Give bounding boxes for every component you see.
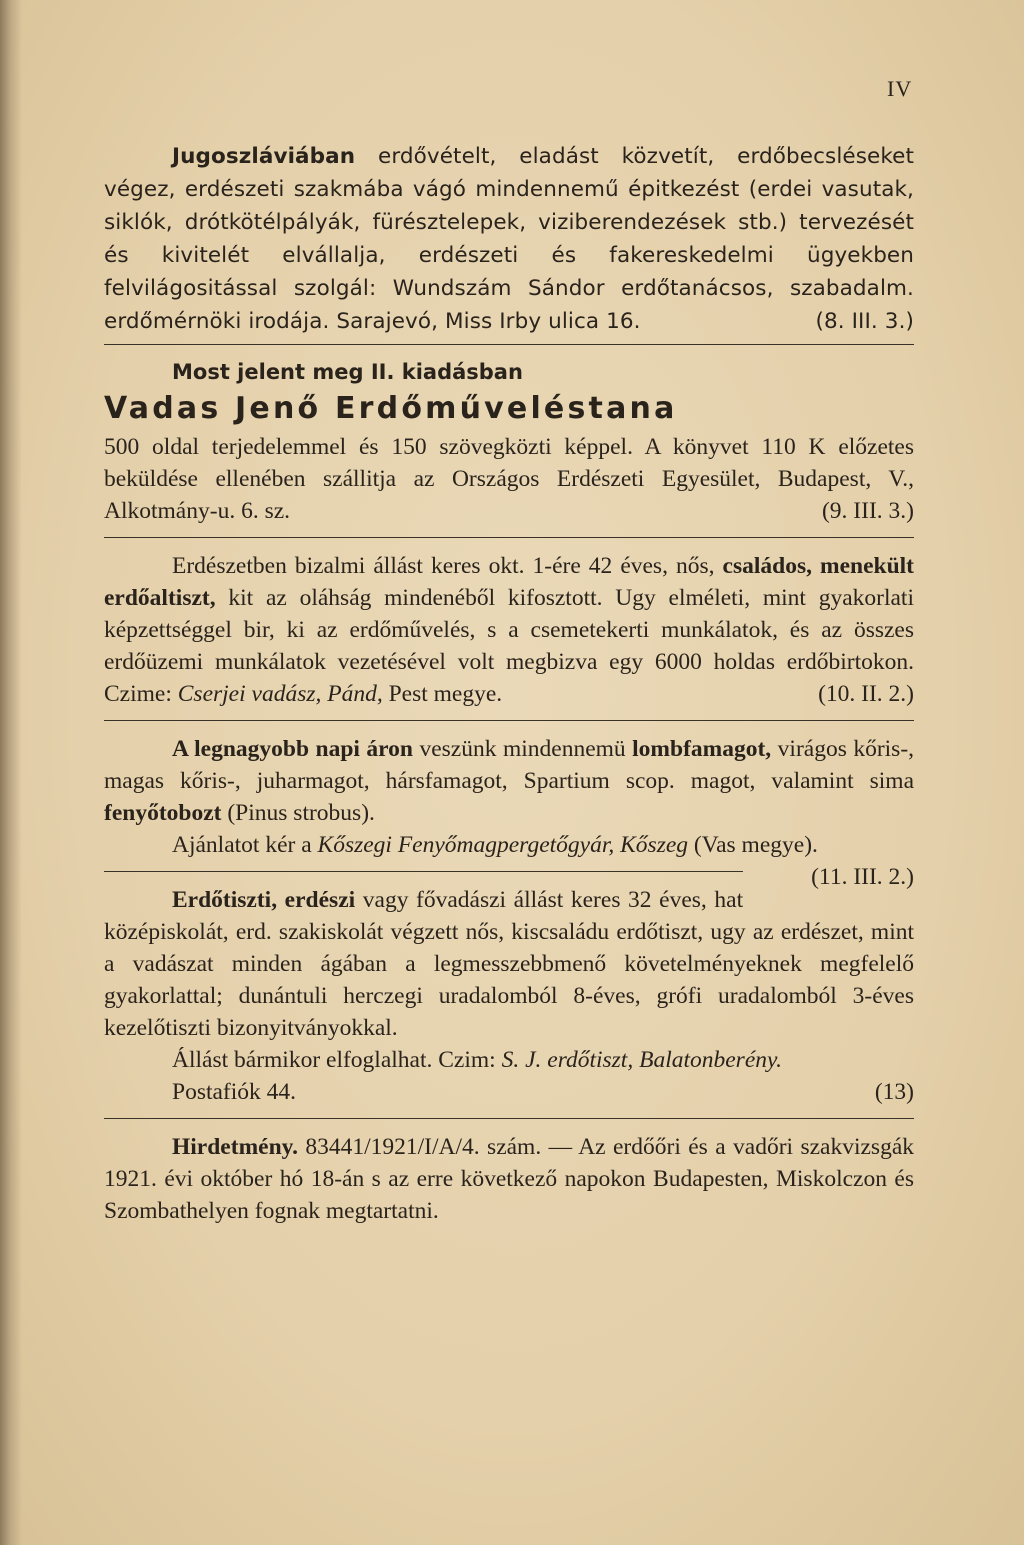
ad-address: S. J. erdőtiszt, Balatonberény. [501, 1047, 783, 1073]
ad-seed-purchase [104, 733, 915, 890]
divider [104, 720, 914, 721]
ad-body-text: vagy fővadászi állást keres 32 éves, hat középiskolát, erd. szakiskolát végzett nős, kiscsaládu erdőtiszt, ugy az erdészet, mint a vadászat minden ágában a legmesszebbmenő követelményeknek megfelelő gyakorlattal; dunántuli herczegi uradalomból 8-éves, grófi uradalomból 3-éves kezelőtiszti bizonyitványokkal. [104, 887, 914, 1041]
page-number: IV [887, 76, 913, 101]
ad-vadas-book [104, 357, 914, 527]
ad-reference: (9. III. 3.) [821, 498, 914, 524]
ad-intro: Most jelent meg II. kiadásban [172, 360, 523, 384]
ad-bold-phrase: Erdőtiszti, erdészi [172, 887, 356, 913]
ad-reference: (10. II. 2.) [818, 681, 914, 707]
ad-body-text: 83441/1921/I/A/4. szám. — Az erdőőri és a vadőri szakvizsgák 1921. évi október hó 18-án s az erre következő napokon Budapesten, Miskolczon és Szombathelyen fognak megtartatni. [104, 1134, 915, 1224]
divider [104, 1118, 914, 1119]
ad-bold-phrase: A legnagyobb napi áron [172, 736, 413, 762]
ad-body-text: veszünk mindennemü [419, 736, 626, 762]
ad-lead-word: Jugoszláviában [172, 144, 356, 169]
page-edge-shadow [0, 0, 22, 1545]
ad-body-text: Postafiók 44. [172, 1079, 297, 1105]
ad-body-text: virágos kőris-, magas kőris-, juharmagot, hársfamagot, Spartium scop. magot, valamint sima [104, 736, 915, 794]
ad-bold-phrase: Hirdetmény. [172, 1134, 298, 1160]
ad-erdotiszt-seeking-position [104, 884, 914, 1108]
ad-body-text: erdővételt, eladást közvetít, erdőbecsléseket végez, erdészeti szakmába vágó mindennemű épitkezést (erdei vasutak, siklók, drótkötélpályák, fürésztelepek, viziberendezések stb.) tervezését és kivitelét elvállalja, erdészeti és fakereskedelmi ügyekben felvilágositással szolgál: Wundszám Sándor erdőtanácsos, szabadalm. erdőmérnöki irodája. Sarajevó, Miss Irby ulica 16. [104, 144, 914, 334]
ad-body-text: Ajánlatot kér a [172, 832, 312, 858]
ad-body-text: (Vas megye). [693, 832, 818, 858]
ad-reference: (8. III. 3.) [815, 309, 914, 334]
divider [104, 871, 743, 872]
ad-forester-seeking-position [104, 550, 914, 710]
ad-bold-phrase: fenyőtobozt [104, 800, 222, 826]
ad-wundszam [104, 140, 914, 338]
book-title: Vadas Jenő Erdőműveléstana [104, 391, 678, 426]
ad-body-text: 500 oldal terjedelemmel és 150 szövegközti képpel. A könyvet 110 K előzetes beküldése ellenében szállitja az Országos Erdészeti Egyesület, Budapest, V., Alkotmány-u. 6. sz. [104, 434, 914, 524]
ad-body-text: Pest megye. [388, 681, 503, 707]
ad-company: Kőszegi Fenyőmagpergetőgyár, Kőszeg [317, 832, 689, 858]
ad-body-text: Állást bármikor elfoglalhat. Czim: [172, 1047, 496, 1073]
ad-body-text: Erdészetben bizalmi állást keres okt. 1-ére 42 éves, nős, [172, 553, 715, 579]
ad-body-text: kit az oláhság mindenéből kifosztott. Ugy elméleti, mint gyakorlati képzettséggel bir, ki az erdőművelés, s a csemetekerti munkálatok, és az összes erdőüzemi munkálatok vezetésével volt megbizva egy 6000 holdas erdőbirtokon. Czime: [104, 585, 914, 707]
advertisements-column [104, 140, 914, 1227]
ad-body-text: (Pinus strobus). [227, 800, 375, 826]
ad-bold-phrase: családos, menekült erdőaltiszt, [104, 553, 915, 611]
divider [104, 344, 914, 345]
ad-announcement [104, 1131, 914, 1227]
ad-reference: (11. III. 2.) [811, 864, 914, 890]
ad-reference: (13) [874, 1079, 914, 1105]
divider [104, 537, 914, 538]
ad-bold-phrase: lombfamagot, [632, 736, 772, 762]
ad-address: Cserjei vadász, Pánd, [177, 681, 383, 707]
